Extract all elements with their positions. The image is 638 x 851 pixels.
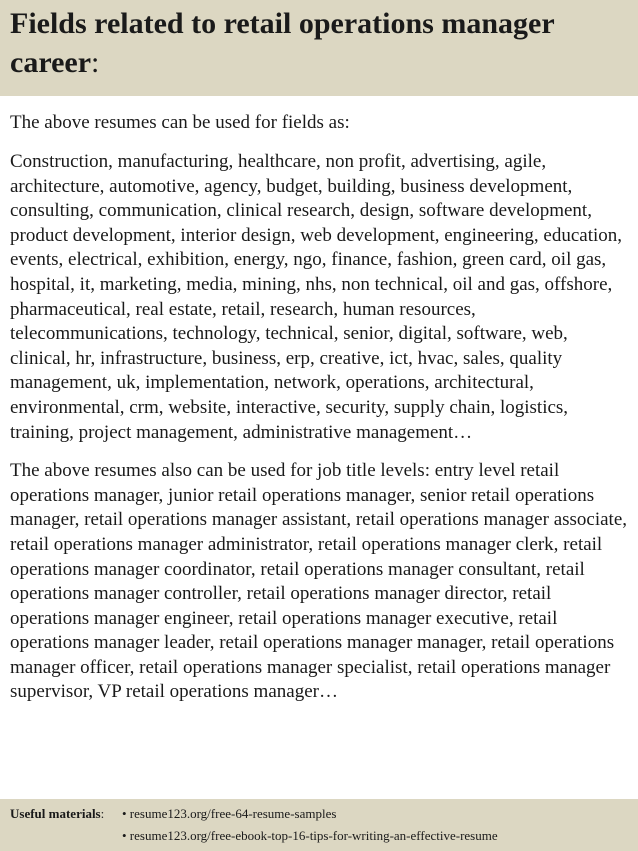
fields-paragraph: Construction, manufacturing, healthcare, non profit, advertising, agile, architecture, automotive, agency, budget, building, business development, consulting, communication, clinical research, design, software development, product development, interior design, web development, engineering, education, events, electrical, exhibition, energy, ngo, finance, fashion, green card, oil gas, hospital, it, marketing, media, mining, nhs, non technical, oil and gas, offshore, pharmaceutical, real estate, retail, research, human resources, telecommunications, technology, technical, senior, digital, software, web, clinical, hr, infrastructure, business, erp, creative, ict, hvac, sales, quality management, uk, implementation, network, operations, architectural, environmental, crm, website, interactive, security, supply chain, logistics, training, project management, administrative management… bbox=[10, 151, 623, 443]
resource-link-ebook-tips[interactable]: • resume123.org/free-ebook-top-16-tips-for-writing-an-effective-resume bbox=[122, 828, 498, 843]
title-band bbox=[0, 0, 638, 96]
useful-materials-label-text: Useful materials bbox=[10, 806, 101, 821]
page-title bbox=[10, 4, 628, 82]
resource-link-resume-samples[interactable]: • resume123.org/free-64-resume-samples bbox=[122, 806, 337, 821]
page-title-colon: : bbox=[91, 46, 100, 79]
job-titles-paragraph: The above resumes also can be used for job title levels: entry level retail operations manager, junior retail operations manager, senior retail operations manager, retail operations manager assistant, retail operations manager associate, retail operations manager administrator, retail operations manager clerk, retail operations manager coordinator, retail operations manager consultant, retail operations manager controller, retail operations manager director, retail operations manager engineer, retail operations manager executive, retail operations manager leader, retail operations manager manager, retail operations manager officer, retail operations manager specialist, retail operations manager supervisor, VP retail operations manager… bbox=[10, 460, 628, 703]
intro-text: The above resumes can be used for fields as: bbox=[10, 112, 350, 133]
useful-materials-label-colon: : bbox=[100, 806, 105, 821]
useful-materials-label bbox=[10, 803, 122, 825]
footer-row-1 bbox=[10, 803, 628, 825]
page-title-text: Fields related to retail operations manager career bbox=[10, 7, 555, 79]
useful-materials-footer bbox=[0, 799, 638, 851]
content-body bbox=[10, 111, 632, 705]
footer-row-2 bbox=[10, 825, 628, 847]
footer-spacer bbox=[10, 825, 122, 847]
